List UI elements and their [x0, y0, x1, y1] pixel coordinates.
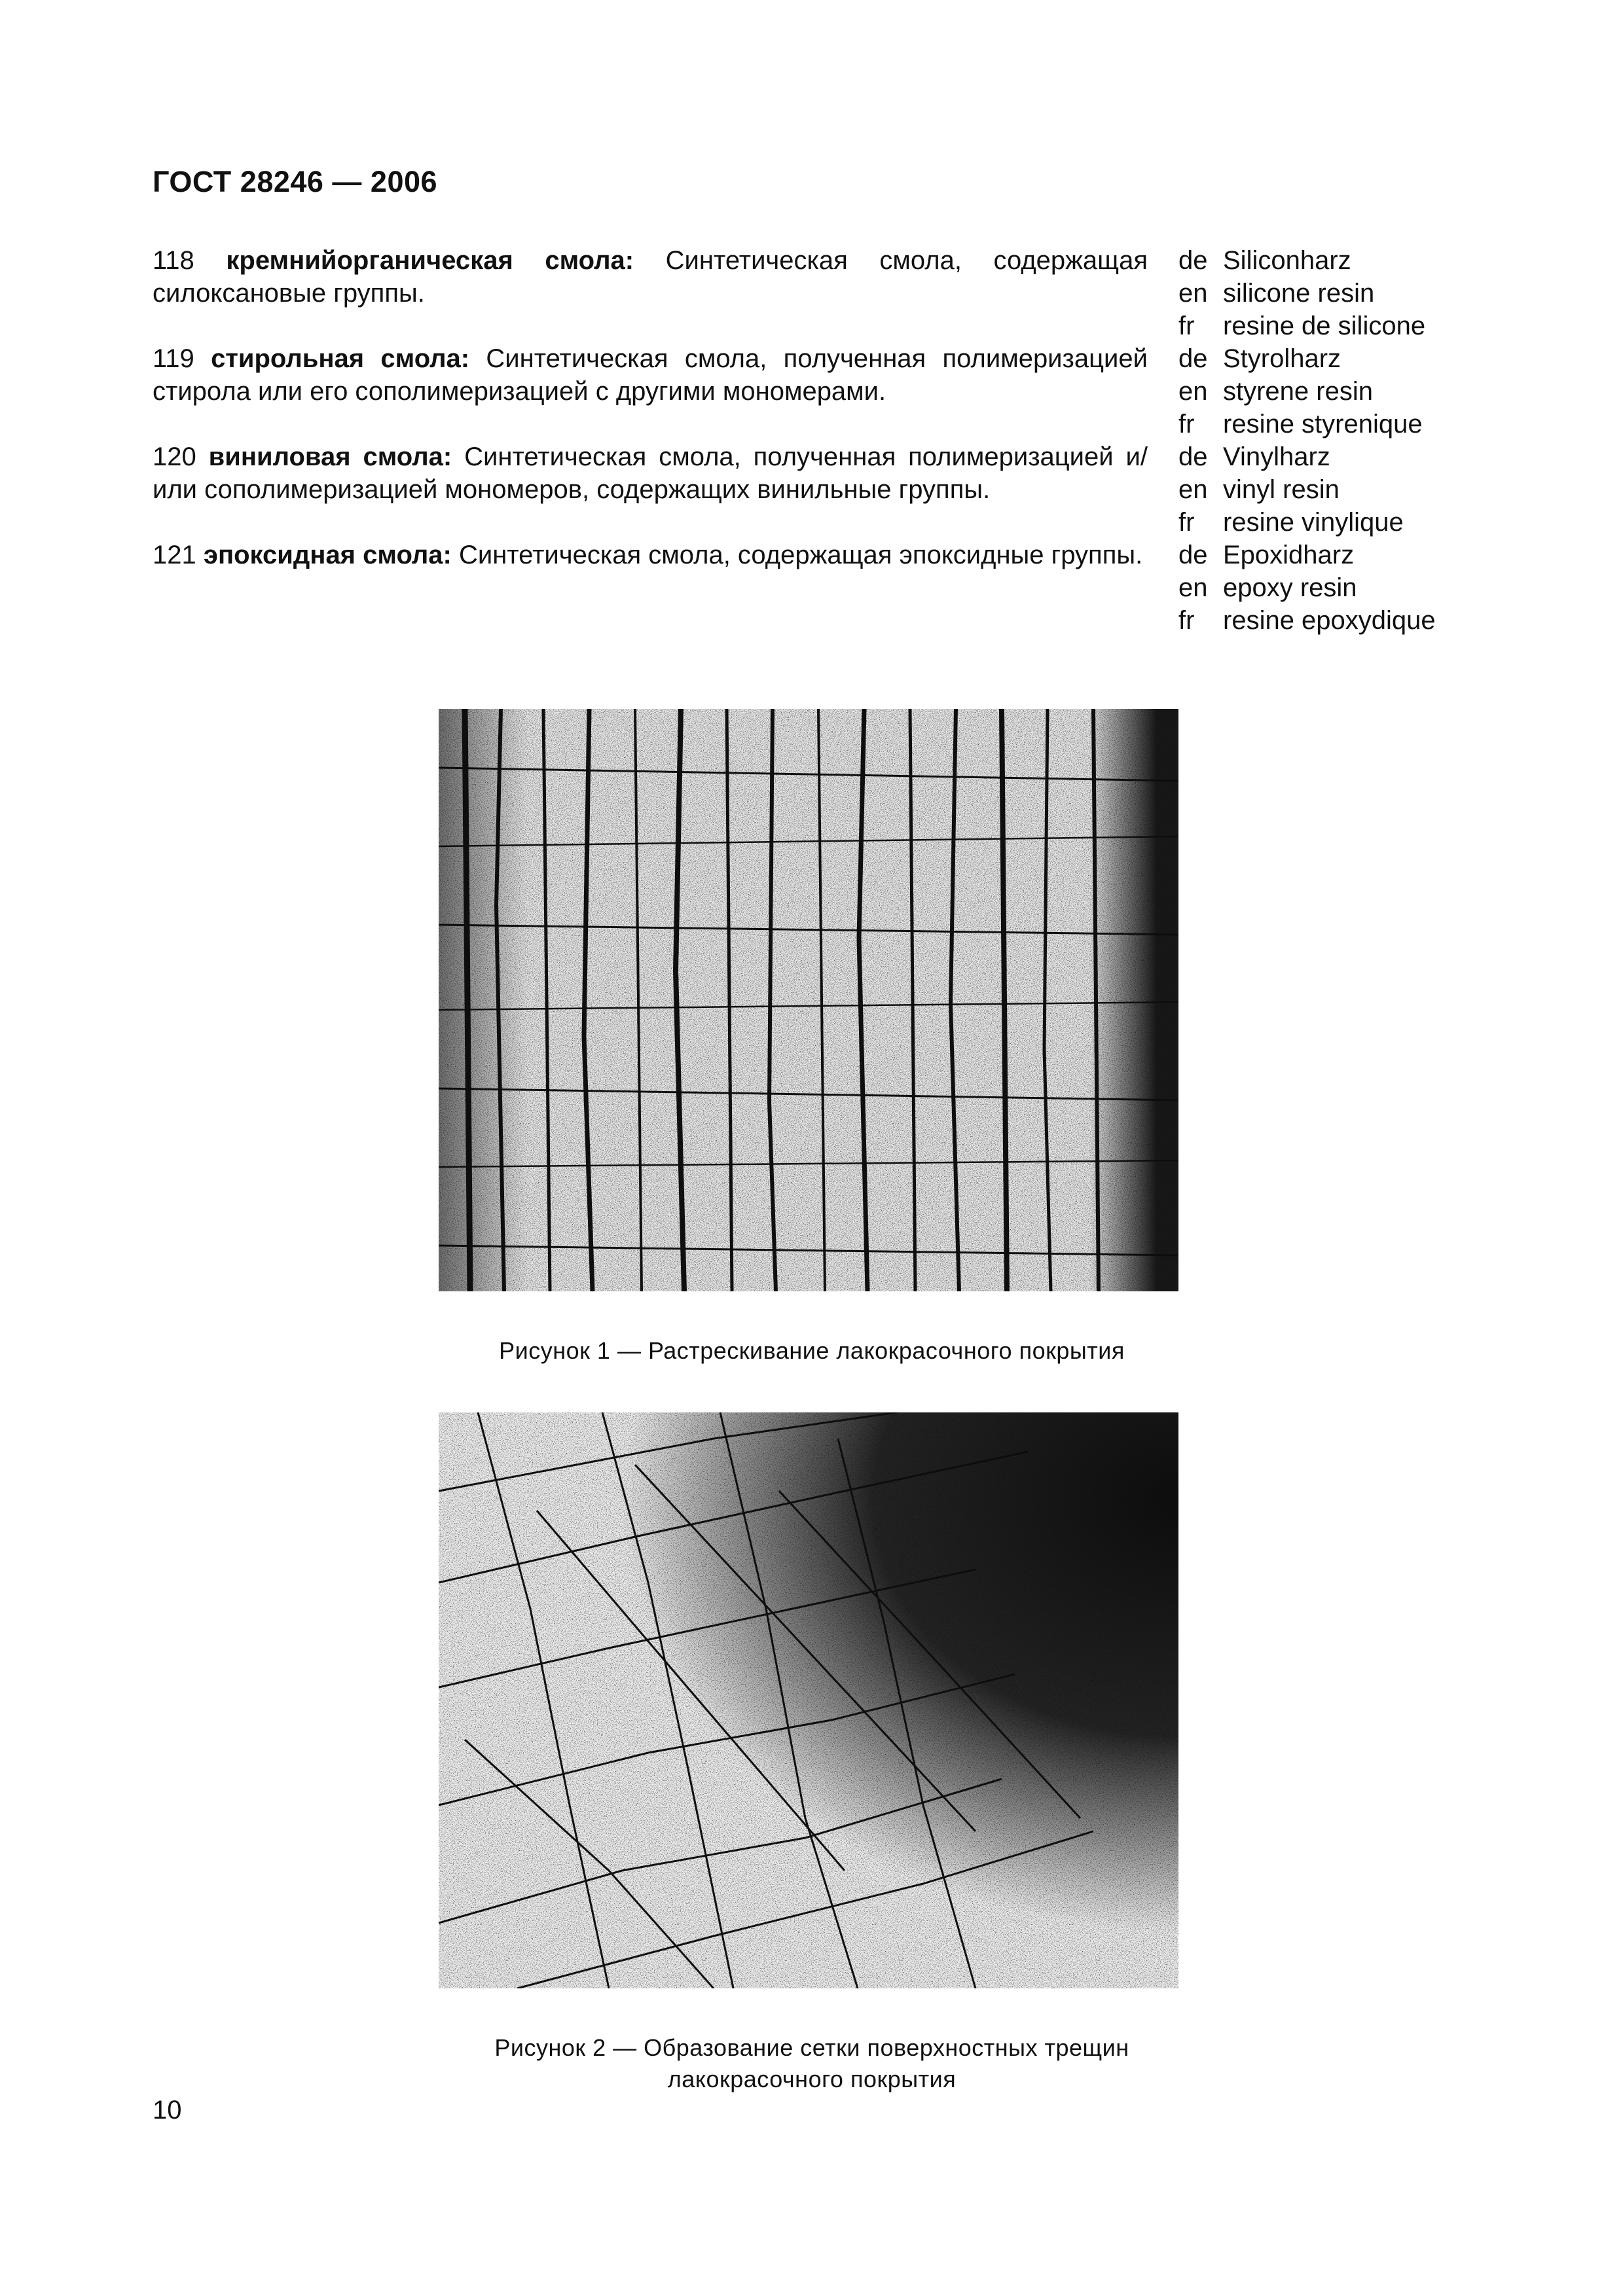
foreign-term: Styrolharz [1223, 344, 1341, 373]
lang-code: de [1178, 541, 1208, 569]
term-entry-119 [153, 342, 1148, 408]
figure-1-caption: Рисунок 1 — Растрескивание лакокрасочного покрытия [499, 1337, 1125, 1364]
foreign-term: vinyl resin [1223, 475, 1340, 504]
lang-code: en [1178, 279, 1208, 308]
document-header: ГОСТ 28246 — 2006 [153, 165, 438, 198]
term-number: 118 [153, 246, 194, 275]
term-name: стирольная смола: [211, 344, 470, 373]
foreign-term: resine vinylique [1223, 508, 1404, 537]
foreign-term: styrene resin [1223, 377, 1373, 406]
term-definition: Синтетическая смола, полученная полимеризацией и/или сополимеризацией мономеров, содержащих винильные группы. [153, 442, 1148, 504]
lang-code: fr [1178, 410, 1195, 439]
term-number: 121 [153, 541, 196, 569]
foreign-term: resine epoxydique [1223, 606, 1436, 635]
foreign-term: Epoxidharz [1223, 541, 1355, 569]
term-entry-121 [153, 539, 1148, 571]
figure-1-cracking-photo [439, 709, 1178, 1291]
lang-code: de [1178, 442, 1208, 471]
term-definition: Синтетическая смола, полученная полимеризацией стирола или его сополимеризацией с другими мономерами. [153, 344, 1148, 406]
term-entry-118 [153, 244, 1148, 310]
term-name: эпоксидная смола: [203, 541, 452, 569]
term-equivalents-118 [1178, 244, 1453, 342]
term-number: 119 [153, 344, 194, 373]
figure-2-caption-line-1: Рисунок 2 — Образование сетки поверхностных трещин [494, 2034, 1129, 2061]
term-name: виниловая смола: [208, 442, 452, 471]
term-entry-120 [153, 440, 1148, 506]
term-equivalents-120 [1178, 440, 1453, 539]
term-name: кремнийорганическая смола: [226, 246, 634, 275]
term-equivalents-119 [1178, 342, 1453, 440]
term-definition: Синтетическая смола, содержащая эпоксидные группы. [458, 541, 1143, 569]
lang-code: fr [1178, 312, 1195, 340]
foreign-term: Siliconharz [1223, 246, 1351, 275]
figure-2-crack-network-photo [439, 1412, 1178, 1988]
foreign-term: resine styrenique [1223, 410, 1423, 439]
foreign-term: resine de silicone [1223, 312, 1426, 340]
figure-2-caption-line-2: лакокрасочного покрытия [667, 2066, 957, 2092]
lang-code: en [1178, 573, 1208, 602]
term-definition: Синтетическая смола, содержащая силоксановые группы. [153, 246, 1148, 308]
lang-code: de [1178, 246, 1208, 275]
lang-code: fr [1178, 606, 1195, 635]
term-equivalents-121 [1178, 539, 1453, 637]
foreign-term: epoxy resin [1223, 573, 1357, 602]
figure-2-caption [367, 2032, 1257, 2095]
lang-code: fr [1178, 508, 1195, 537]
lang-code: de [1178, 344, 1208, 373]
term-number: 120 [153, 442, 196, 471]
lang-code: en [1178, 475, 1208, 504]
lang-code: en [1178, 377, 1208, 406]
foreign-term: Vinylharz [1223, 442, 1330, 471]
page-number: 10 [153, 2096, 182, 2125]
foreign-term: silicone resin [1223, 279, 1375, 308]
